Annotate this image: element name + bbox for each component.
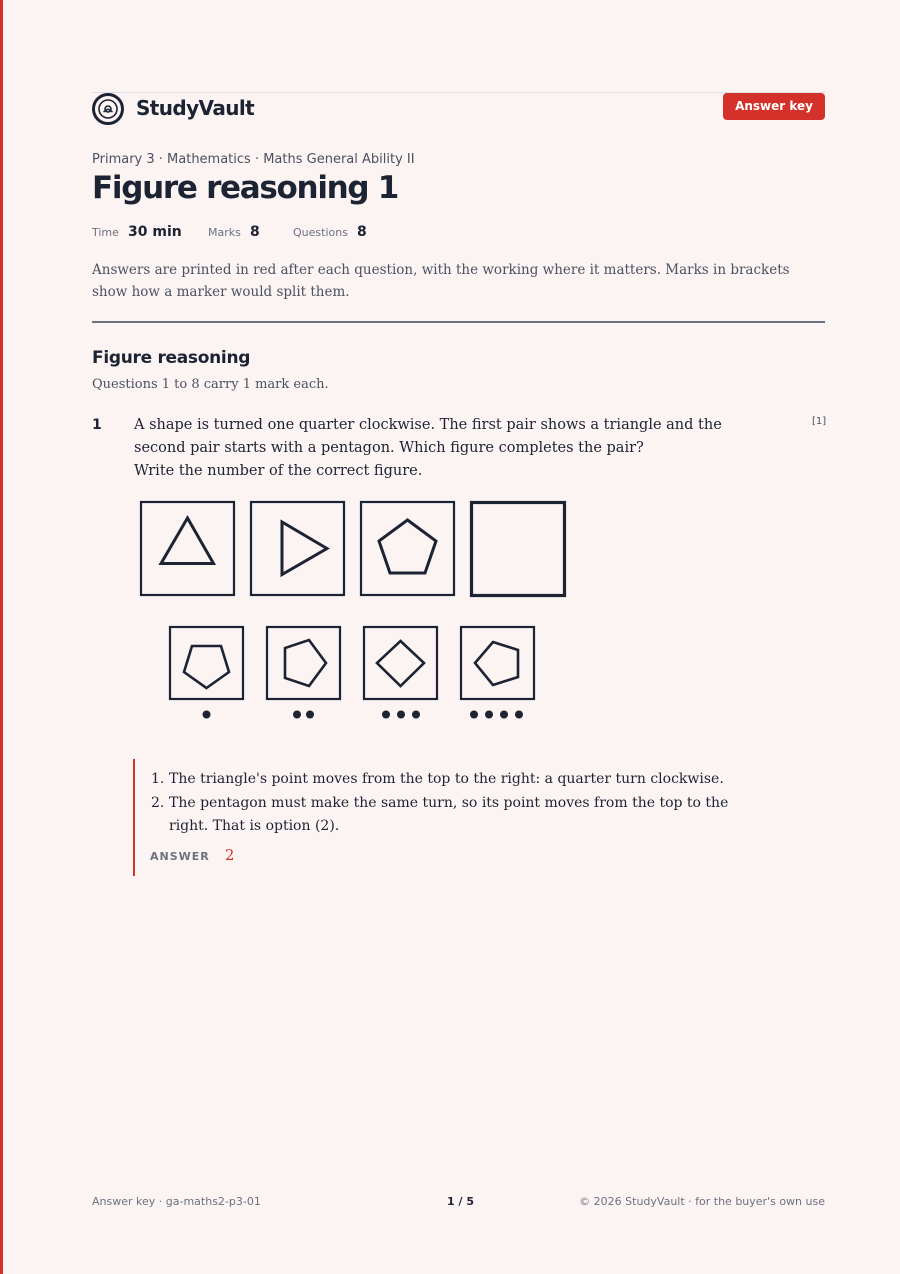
meta-questions-label: Questions <box>293 226 348 239</box>
triangle-up-icon <box>161 518 214 564</box>
footer-document-id: Answer key · ga-maths2-p3-01 <box>92 1195 261 1208</box>
answer-key-badge: Answer key <box>723 93 825 120</box>
option-1 <box>170 627 243 719</box>
page-header <box>92 93 825 127</box>
pentagon-right-icon <box>285 640 326 686</box>
meta-time <box>92 221 182 240</box>
footer-copyright: © 2026 StudyVault · for the buyer's own use <box>579 1195 825 1208</box>
meta-time-label: Time <box>92 226 119 239</box>
option-2-dot <box>293 711 301 719</box>
sequence-figure-3 <box>361 502 454 595</box>
option-4-dot <box>485 711 493 719</box>
answer-working <box>133 759 773 876</box>
answer-row <box>150 845 234 864</box>
sequence-figure-1 <box>141 502 234 595</box>
option-3 <box>364 627 437 719</box>
pentagon-down-icon <box>184 646 229 688</box>
section-title: Figure reasoning <box>92 348 251 368</box>
meta-marks <box>208 221 260 240</box>
option-3-dot <box>382 711 390 719</box>
working-step-text: The triangle's point moves from the top to the right: a quarter turn clockwise. <box>169 771 724 787</box>
breadcrumb: Primary 3 · Mathematics · Maths General Ability II <box>92 152 415 167</box>
option-4-dot <box>470 711 478 719</box>
brand-name: StudyVault <box>136 96 255 120</box>
page-edge-accent <box>0 0 3 1274</box>
option-3-dot <box>412 711 420 719</box>
pentagon-left-icon <box>475 642 518 685</box>
footer-page-number: 1 / 5 <box>447 1195 474 1208</box>
question-figures <box>134 495 574 725</box>
working-step: 1. The triangle's point moves from the top to the right: a quarter turn clockwise. <box>151 771 724 787</box>
option-4-dot <box>515 711 523 719</box>
page-title: Figure reasoning 1 <box>92 170 399 206</box>
triangle-right-icon <box>282 522 327 575</box>
diamond-icon <box>377 641 424 686</box>
meta-marks-value: 8 <box>249 224 260 240</box>
option-3-dot <box>397 711 405 719</box>
meta-marks-label: Marks <box>208 226 241 239</box>
option-4-dot <box>500 711 508 719</box>
option-1-dot <box>203 711 211 719</box>
answer-value: 2 <box>224 846 235 864</box>
studyvault-logo-icon <box>92 93 124 125</box>
option-2 <box>267 627 340 719</box>
question-text <box>134 414 744 483</box>
option-4 <box>461 627 534 719</box>
section-subtitle: Questions 1 to 8 carry 1 mark each. <box>92 377 329 392</box>
question-marks: [1] <box>812 416 827 427</box>
meta-time-value: 30 min <box>128 224 182 240</box>
working-step-text: The pentagon must make the same turn, so its point moves from the top to the right. That is option (2). <box>169 795 729 834</box>
question-instruction: Write the number of the correct figure. <box>134 463 423 479</box>
section-divider <box>92 321 825 323</box>
sequence-figure-2 <box>251 502 344 595</box>
option-2-dot <box>306 711 314 719</box>
meta-questions-value: 8 <box>357 224 367 240</box>
working-step: 2. The pentagon must make the same turn, so its point moves from the top to the right. That is option (2). <box>151 795 729 834</box>
question-number: 1 <box>92 417 102 433</box>
question-prompt: A shape is turned one quarter clockwise. The first pair shows a triangle and the second pair starts with a pentagon. Which figure completes the pair? <box>134 417 722 456</box>
sequence-figure-blank <box>472 503 565 596</box>
intro-text: Answers are printed in red after each question, with the working where it matters. Marks in brackets show how a marker would split them. <box>92 262 790 300</box>
meta-questions <box>293 221 367 240</box>
pentagon-up-icon <box>379 520 436 573</box>
working-steps <box>151 768 741 839</box>
answer-label: ANSWER <box>150 850 210 863</box>
